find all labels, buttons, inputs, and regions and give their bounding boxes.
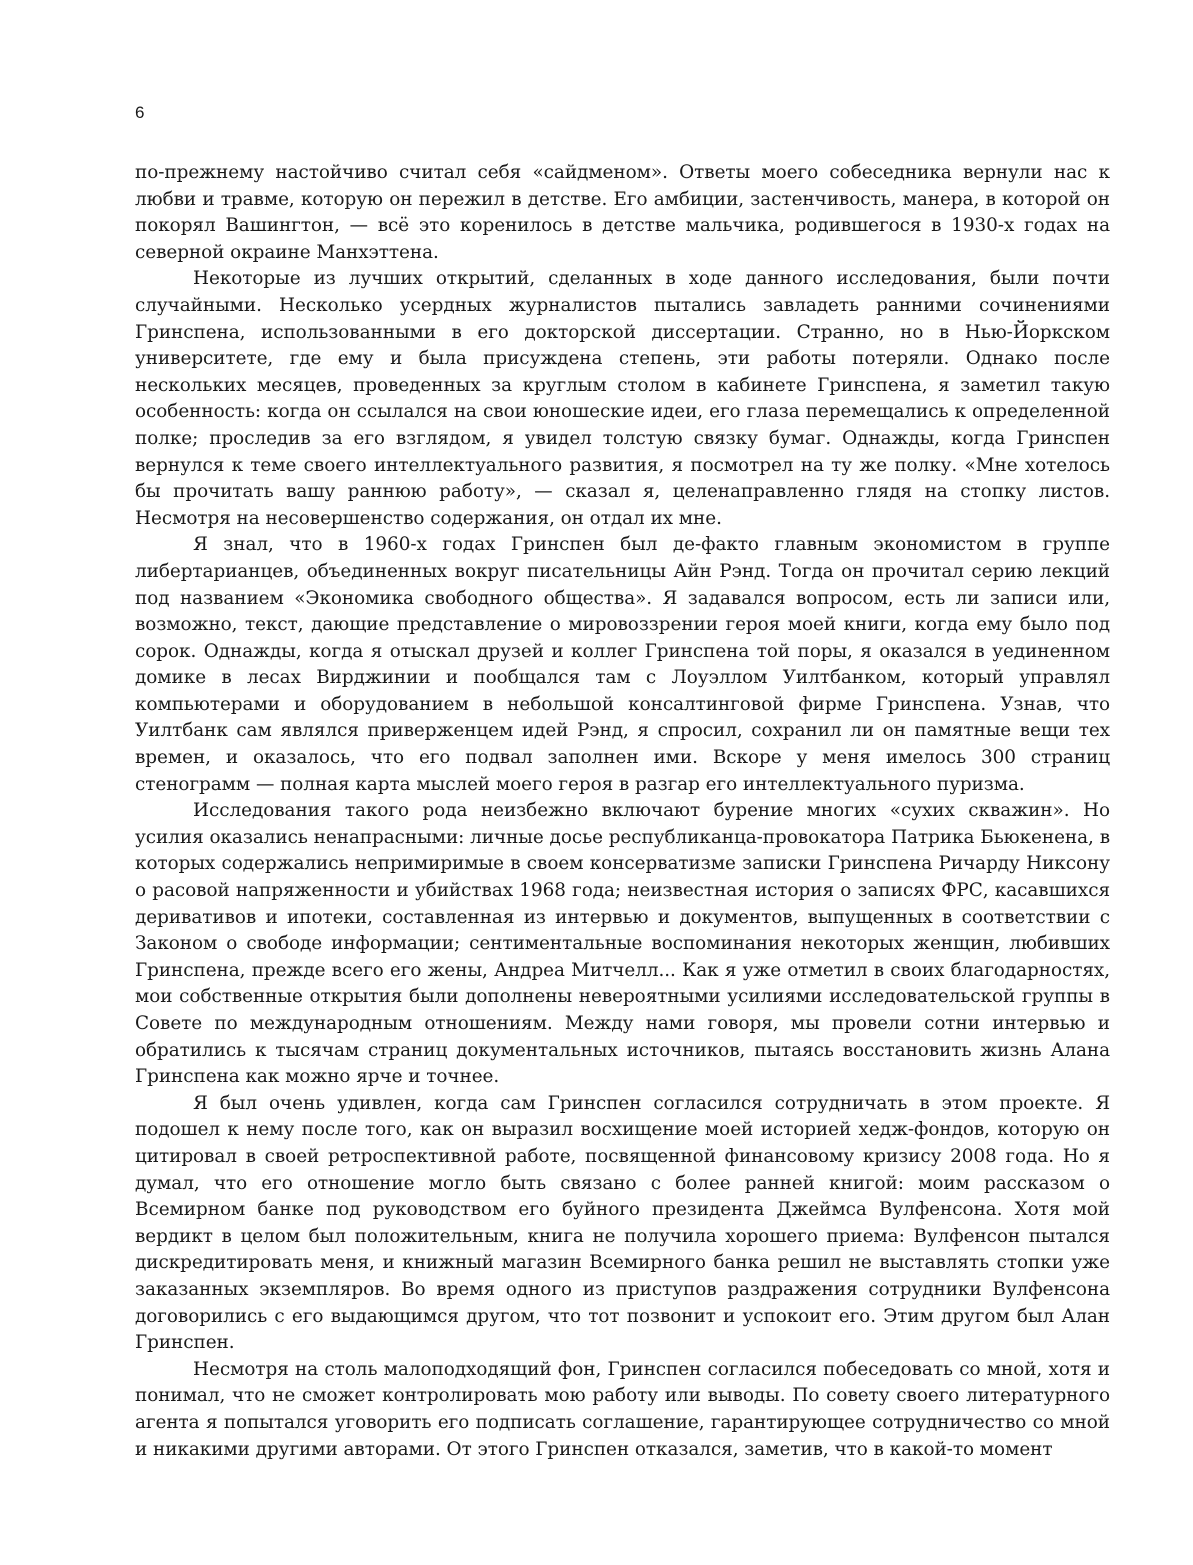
paragraph-2: Некоторые из лучших открытий, сделанных в ходе данного исследования, были почти случайными. Несколько усердных журналистов пытались завладеть ранними сочинениями Гринспена, использованными в его докторской диссертации. Странно, но в Нью-Йоркском университете, где ему и была присуждена степень, эти работы потеряли. Однако после нескольких месяцев, проведенных за круглым столом в кабинете Гринспена, я заметил такую особенность: когда он ссылался на свои юношеские идеи, его глаза перемещались к определенной полке; проследив за его взглядом, я увидел толстую связку бумаг. Однажды, когда Гринспен вернулся к теме своего интеллектуального развития, я посмотрел на ту же полку. «Мне хотелось бы прочитать вашу раннюю работу», — сказал я, целенаправленно глядя на стопку листов. Несмотря на несовершенство содержания, он отдал их мне. xyxy=(135,268,1110,529)
page-number: 6 xyxy=(135,103,145,122)
paragraph-1: по-прежнему настойчиво считал себя «сайдменом». Ответы моего собеседника вернули нас к любви и травме, которую он пережил в детстве. Его амбиции, застенчивость, манера, в которой он покорял Вашингтон, — всё это коренилось в детстве мальчика, родившегося в 1930-х годах на северной окраине Манхэттена. xyxy=(135,162,1110,263)
paragraph-3: Я знал, что в 1960-х годах Гринспен был де-факто главным экономистом в группе либертарианцев, объединенных вокруг писательницы Айн Рэнд. Тогда он прочитал серию лекций под названием «Экономика свободного общества». Я задавался вопросом, есть ли записи или, возможно, текст, дающие представление о мировоззрении героя моей книги, когда ему было под сорок. Однажды, когда я отыскал друзей и коллег Гринспена той поры, я оказался в уединенном домике в лесах Вирджинии и пообщался там с Лоуэллом Уилтбанком, который управлял компьютерами и оборудованием в небольшой консалтинговой фирме Гринспена. Узнав, что Уилтбанк сам являлся приверженцем идей Рэнд, я спросил, сохранил ли он памятные вещи тех времен, и оказалось, что его подвал заполнен ими. Вскоре у меня имелось 300 страниц стенограмм — полная карта мыслей моего героя в разгар его интеллектуального пуризма. xyxy=(135,534,1110,795)
body-text xyxy=(135,160,1110,1463)
paragraph-4: Исследования такого рода неизбежно включают бурение многих «сухих скважин». Но усилия оказались ненапрасными: личные досье республиканца-провокатора Патрика Бьюкенена, в которых содержались непримиримые в своем консерватизме записки Гринспена Ричарду Никсону о расовой напряженности и убийствах 1968 года; неизвестная история о записях ФРС, касавшихся деривативов и ипотеки, составленная из интервью и документов, выпущенных в соответствии с Законом о свободе информации; сентиментальные воспоминания некоторых женщин, любивших Гринспена, прежде всего его жены, Андреа Митчелл... Как я уже отметил в своих благодарностях, мои собственные открытия были дополнены невероятными усилиями исследовательской группы в Совете по международным отношениям. Между нами говоря, мы провели сотни интервью и обратились к тысячам страниц документальных источников, пытаясь восстановить жизнь Алана Гринспена как можно ярче и точнее. xyxy=(135,800,1110,1088)
paragraph-5: Я был очень удивлен, когда сам Гринспен согласился сотрудничать в этом проекте. Я подошел к нему после того, как он выразил восхищение моей историей хедж-фондов, которую он цитировал в своей ретроспективной работе, посвященной финансовому кризису 2008 года. Но я думал, что его отношение могло быть связано с более ранней книгой: моим рассказом о Всемирном банке под руководством его буйного президента Джеймса Вулфенсона. Хотя мой вердикт в целом был положительным, книга не получила хорошего приема: Вулфенсон пытался дискредитировать меня, и книжный магазин Всемирного банка решил не выставлять стопки уже заказанных экземпляров. Во время одного из приступов раздражения сотрудники Вулфенсона договорились с его выдающимся другом, что тот позвонит и успокоит его. Этим другом был Алан Гринспен. xyxy=(135,1092,1110,1354)
paragraph-6: Несмотря на столь малоподходящий фон, Гринспен согласился побеседовать со мной, хотя и понимал, что не сможет контролировать мою работу или выводы. По совету своего литературного агента я попытался уговорить его подписать соглашение, гарантирующее сотрудничество со мной и никакими другими авторами. От этого Гринспен отказался, заметив, что в какой-то момент xyxy=(135,1358,1110,1460)
